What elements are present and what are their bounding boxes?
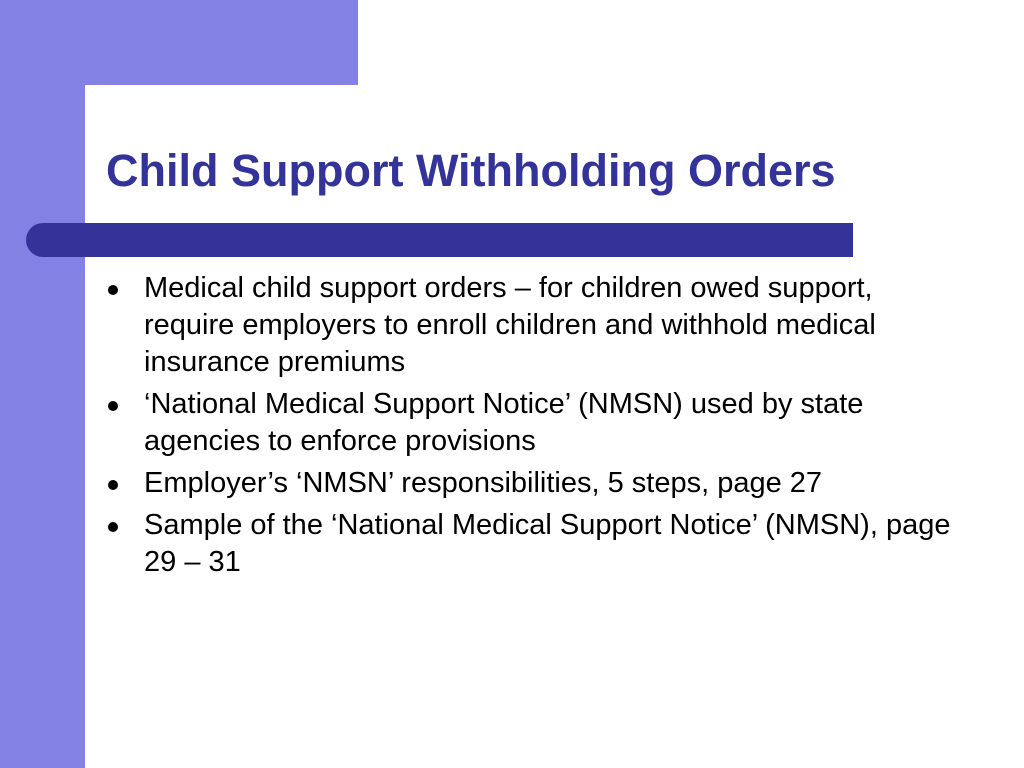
slide-title: Child Support Withholding Orders [106,145,836,196]
bullet-text: Sample of the ‘National Medical Support Notice’ (NMSN), page 29 – 31 [144,509,951,578]
bullet-text: ‘National Medical Support Notice’ (NMSN) used by state agencies to enforce provisions [144,388,864,457]
bullet-dot-icon [108,480,118,490]
bullet-dot-icon [108,285,118,295]
title-underline-bar [26,223,853,257]
bullet-item [100,507,960,581]
bullet-dot-icon [108,401,118,411]
bullet-dot-icon [108,522,118,532]
bullet-text: Employer’s ‘NMSN’ responsibilities, 5 steps, page 27 [144,467,823,499]
bullet-list [100,270,960,586]
bullet-item [100,270,960,381]
left-accent-bar [0,0,85,768]
bullet-item [100,386,960,460]
bullet-text: Medical child support orders – for children owed support, require employers to enroll children and withhold medical insurance premiums [144,272,876,378]
bullet-item [100,465,960,502]
